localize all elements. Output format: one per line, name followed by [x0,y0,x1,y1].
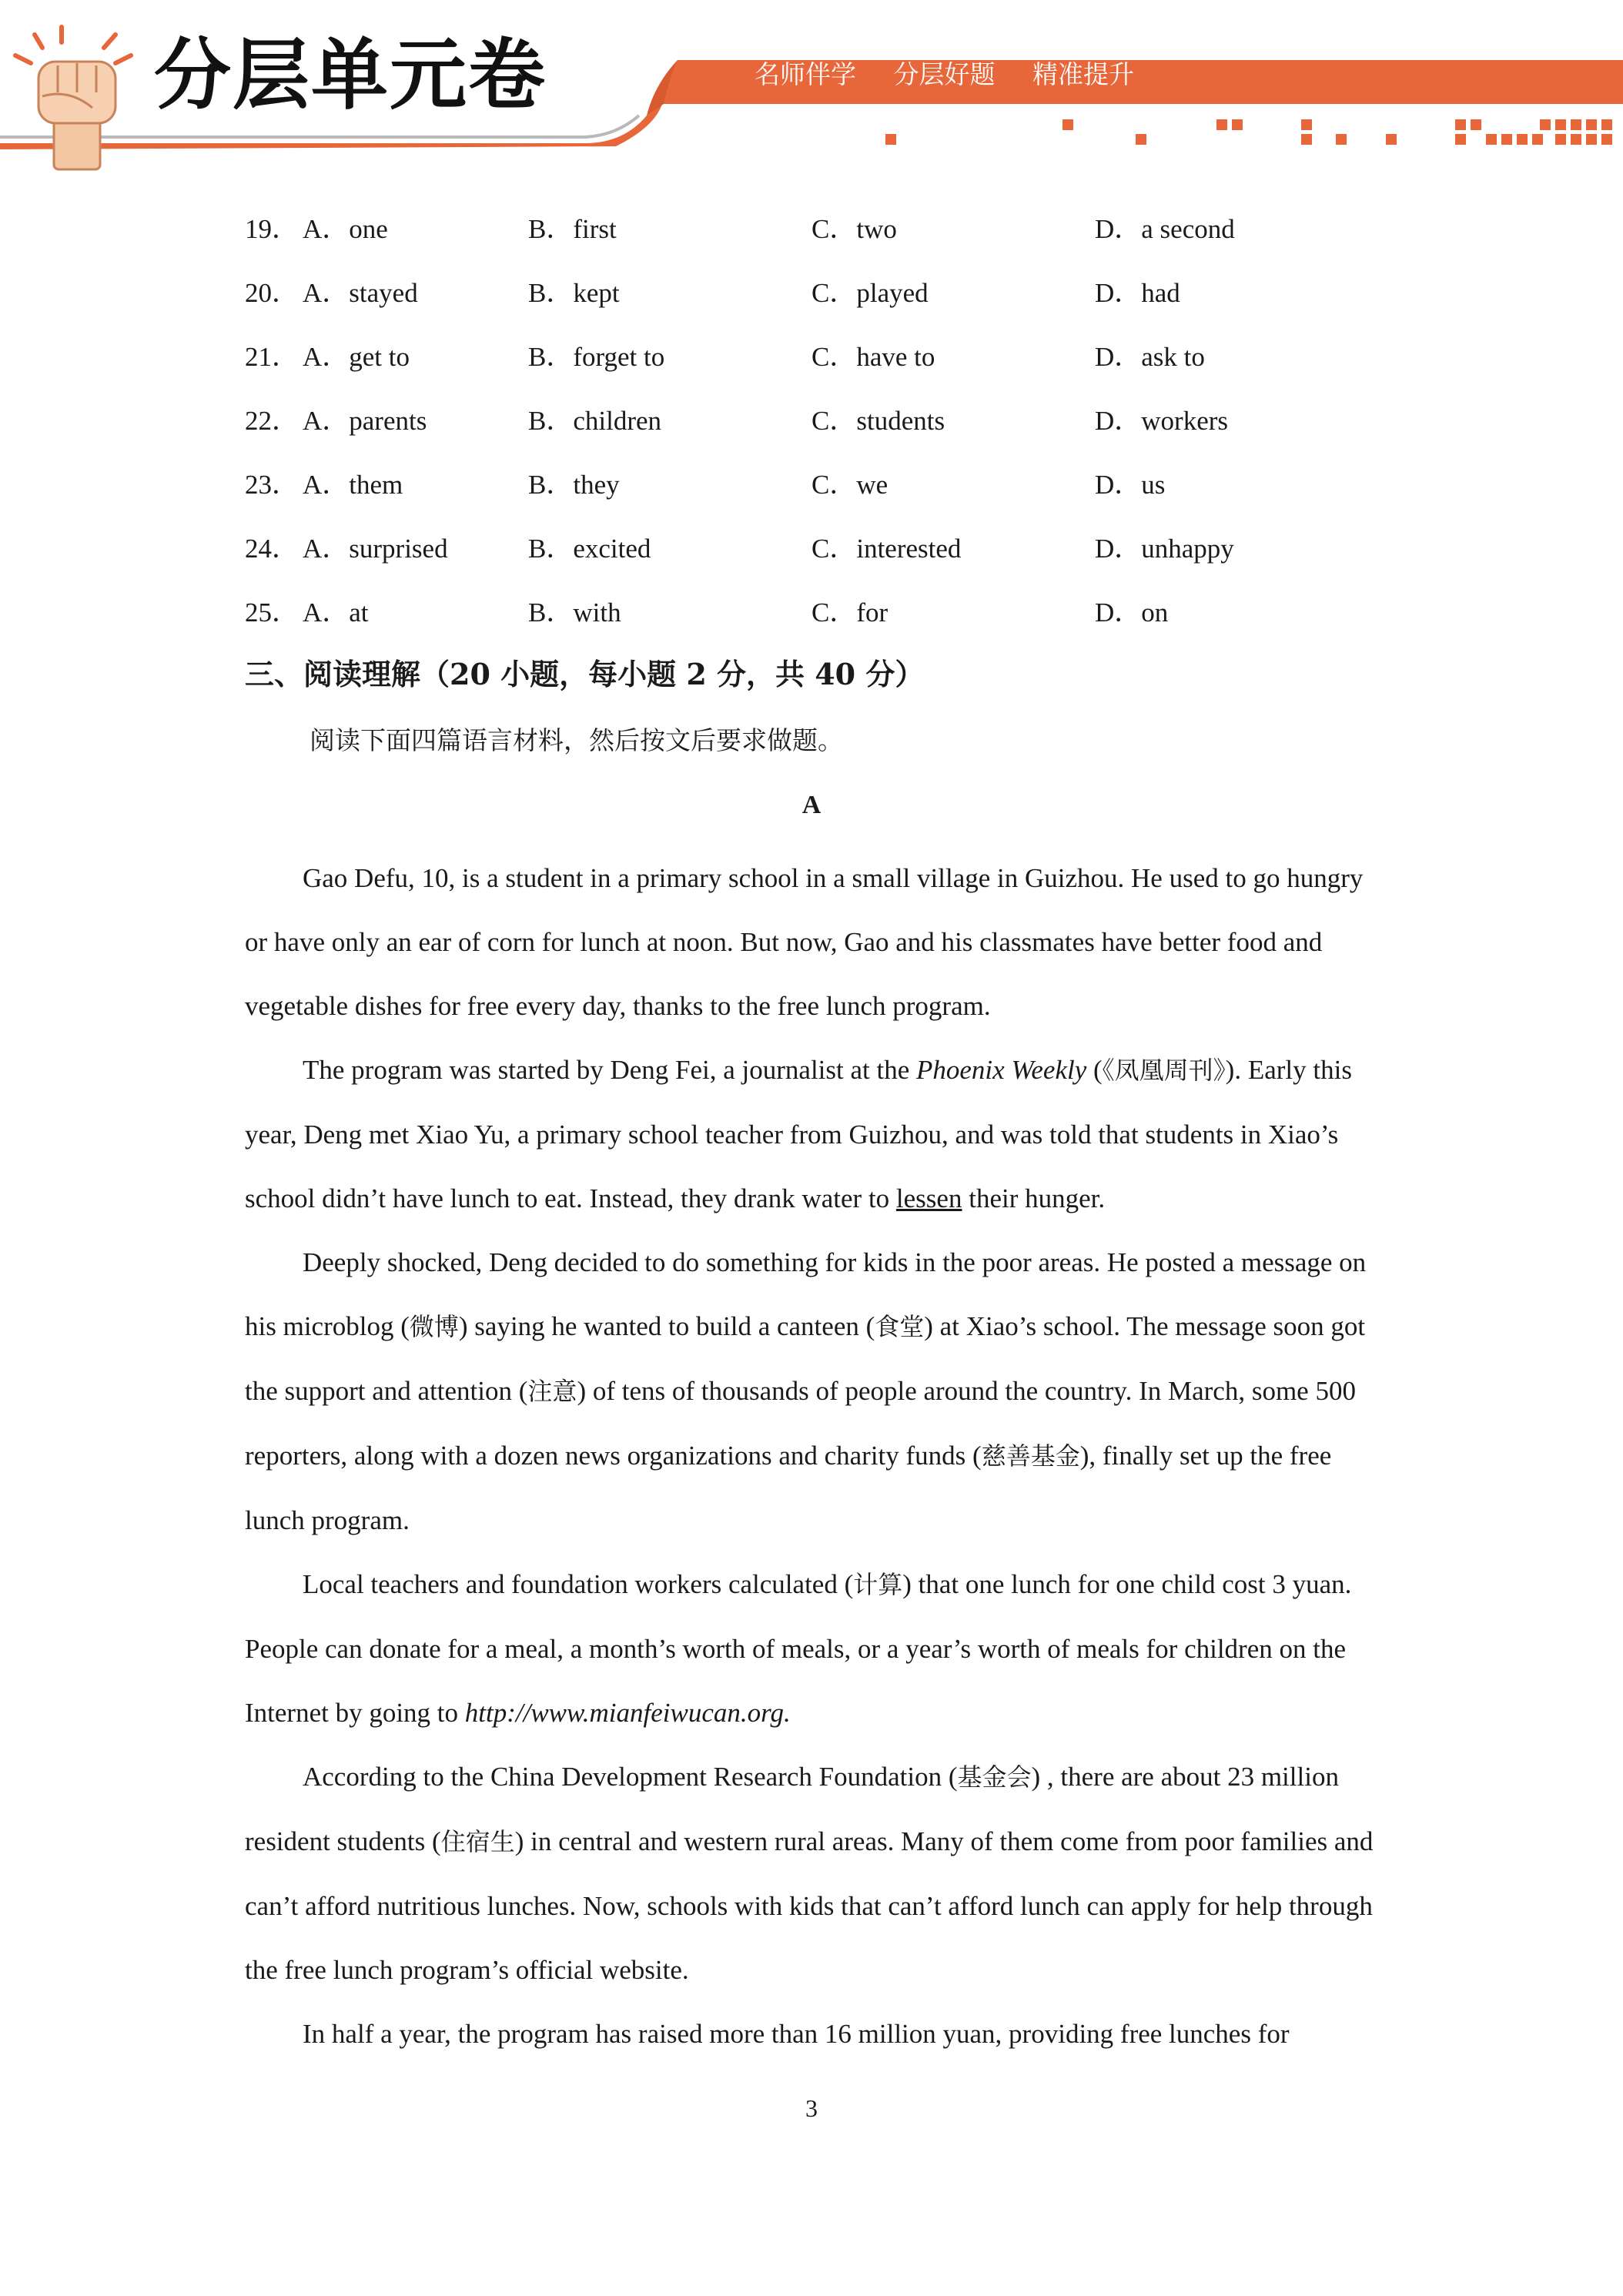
option-c: C．interested [812,534,962,564]
underlined-word: lessen [895,1183,962,1213]
question-number: 22． [245,406,300,436]
option-row-21 [245,336,1400,400]
option-d: D．ask to [1095,342,1205,372]
option-c: C．have to [812,342,935,372]
passage-paragraph: According to the China Development Research Foundation (基金会) , there are about 23 million resident students (住宿生) in central and western rural areas. Many of them come from poor families and can’t afford nutritious lunches. Now, schools with kids that can’t afford lunch can apply for help through the free lunch program’s official website. [245,1762,1374,1985]
option-a: A．get to [303,342,410,372]
option-row-25 [245,591,1400,655]
section-title: 三、阅读理解（20 小题，每小题 2 分，共 40 分） [245,657,925,691]
slogan-item: 名师伴学 [755,59,856,89]
option-c: C．played [812,278,929,308]
option-d: D．on [1095,597,1169,628]
header-slogan [755,59,1163,89]
option-b: B．forget to [528,342,665,372]
option-b: B．excited [528,534,651,564]
question-number: 20． [245,278,300,308]
section-instruction: 阅读下面四篇语言材料，然后按文后要求做题。 [310,725,843,755]
option-row-24 [245,527,1400,591]
brand-title: 分层单元卷 [154,30,547,120]
cloze-options [245,208,1400,655]
question-number: 21． [245,342,300,372]
option-d: D．had [1095,278,1180,308]
option-b: B．first [528,214,617,244]
option-a: A．stayed [303,278,418,308]
option-c: C．we [812,470,888,500]
option-b: B．they [528,470,620,500]
question-number: 19． [245,214,300,244]
page-header [0,0,1623,177]
option-d: D．workers [1095,406,1229,436]
option-row-22 [245,400,1400,464]
option-b: B．with [528,597,621,628]
slogan-item: 分层好题 [893,59,996,89]
question-number: 24． [245,534,300,564]
reading-passage [245,846,1384,2066]
option-row-20 [245,272,1400,336]
decorative-squares [885,119,1612,145]
option-a: A．them [303,470,403,500]
option-d: D．unhappy [1095,534,1234,564]
question-number: 23． [245,470,300,500]
option-row-19 [245,208,1400,272]
passage-paragraph: In half a year, the program has raised more than 16 million yuan, providing free lunches for [303,2019,1290,2049]
website-url: http://www.mianfeiwucan.org. [464,1698,791,1728]
option-b: B．kept [528,278,620,308]
passage-paragraph: Deeply shocked, Deng decided to do something for kids in the poor areas. He posted a message on his microblog (微博) saying he wanted to build a canteen (食堂) at Xiao’s school. The message soon got the support and attention (注意) of tens of thousands of people around the country. In March, some 500 reporters, along with a dozen news organizations and charity funds (慈善基金), finally set up the free lunch program. [245,1247,1367,1535]
option-c: C．two [812,214,897,244]
slogan-item: 精准提升 [1032,59,1134,89]
option-a: A．parents [303,406,427,436]
option-d: D．us [1095,470,1166,500]
option-a: A．one [303,214,388,244]
option-row-23 [245,464,1400,527]
option-c: C．students [812,406,945,436]
option-a: A．surprised [303,534,448,564]
passage-paragraph: Gao Defu, 10, is a student in a primary school in a small village in Guizhou. He used to go hungry or have only an ear of corn for lunch at noon. But now, Gao and his classmates have better food and vegetable dishes for free every day, thanks to the free lunch program. [245,863,1364,1021]
option-a: A．at [303,597,369,628]
passage-paragraph: Local teachers and foundation workers calculated (计算) that one lunch for one child cost 3 yuan. People can donate for a meal, a month’s worth of meals, or a year’s worth of meals for children on the Internet by going to http://www.mianfeiwucan.org. [245,1569,1352,1728]
option-b: B．children [528,406,662,436]
passage-label: A [801,791,822,819]
option-c: C．for [812,597,888,628]
option-d: D．a second [1095,214,1235,244]
question-number: 25． [245,597,300,628]
page-number: 3 [805,2094,818,2122]
passage-paragraph: The program was started by Deng Fei, a journalist at the Phoenix Weekly (《凤凰周刊》). Early this year, Deng met Xiao Yu, a primary school teacher from Guizhou, and was told that students in Xiao’s school didn’t have lunch to eat. Instead, they drank water to lessen their hunger. [245,1055,1352,1213]
